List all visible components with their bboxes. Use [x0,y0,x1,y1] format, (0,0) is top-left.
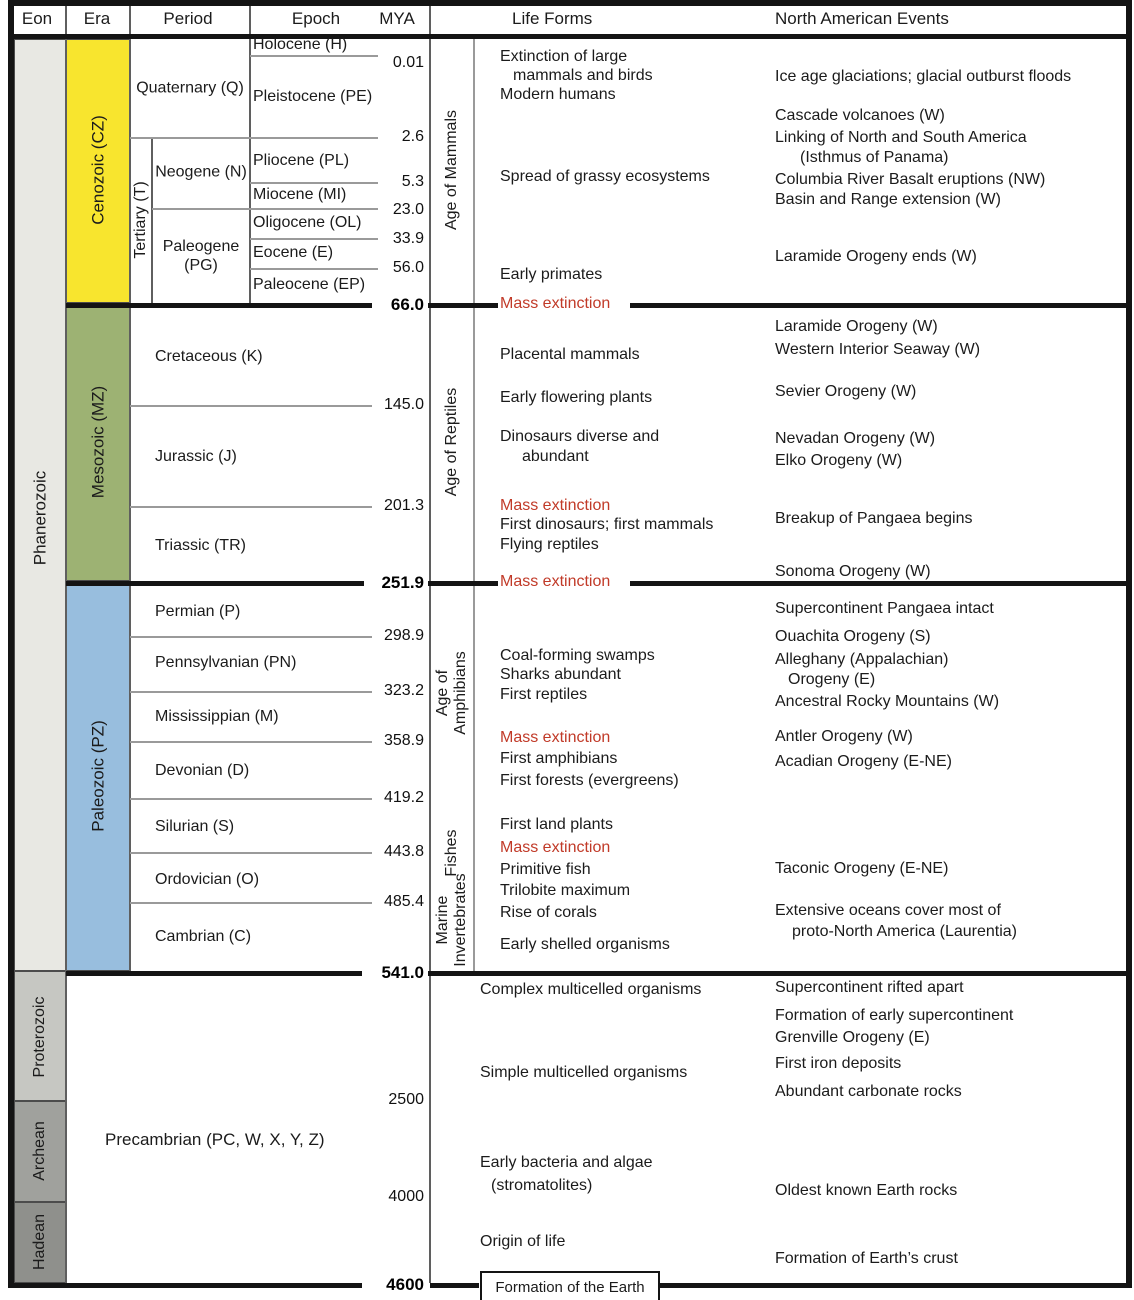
life-form-origin-of-life: Origin of life [480,1232,566,1250]
na-event-pangaea-intact: Supercontinent Pangaea intact [775,599,994,617]
life-form-complex-multi: Complex multicelled organisms [480,980,702,998]
life-form-coal-swamps: Coal-forming swamps [500,646,655,664]
na-event-taconic: Taconic Orogeny (E-NE) [775,859,949,877]
mass-extinction-66: Mass extinction [500,294,611,312]
life-form-extinction-large-1: Extinction of large [500,47,628,65]
boundary-line-ordovician [130,902,372,904]
na-event-ice-age: Ice age glaciations; glacial outburst floods [775,67,1072,85]
boundary-line-pliocene [250,182,378,184]
na-event-laramide-ends: Laramide Orogeny ends (W) [775,247,977,265]
header-life-forms: Life Forms [512,9,593,29]
na-event-sevier: Sevier Orogeny (W) [775,382,917,400]
na-event-linking-1: Linking of North and South America [775,128,1027,146]
period-silurian: Silurian (S) [155,817,235,835]
boundary-line-silurian [130,852,372,854]
epoch-oligocene: Oligocene (OL) [253,213,362,231]
era-label-paleozoic: Paleozoic (PZ) [88,720,108,832]
eon-label-phanerozoic: Phanerozoic [30,470,50,566]
mya-5-3: 5.3 [401,173,424,190]
divider-era-period [129,6,131,971]
na-event-oceans-2: proto-North America (Laurentia) [792,922,1017,940]
frame-top [8,0,1132,6]
mya-485-4: 485.4 [383,893,424,910]
mass-extinction-252: Mass extinction [500,572,611,590]
mya-23-0: 23.0 [392,201,424,218]
period-permian: Permian (P) [155,602,241,620]
boundary-line-neogene [152,208,378,210]
header-mya: MYA [379,8,415,28]
epoch-eocene: Eocene (E) [253,243,334,261]
era-label-tertiary: Tertiary (T) [132,181,150,259]
boundary-252-seg1 [66,581,364,586]
na-event-carbonate: Abundant carbonate rocks [775,1082,962,1100]
period-devonian: Devonian (D) [155,761,250,779]
mya-2-6: 2.6 [401,128,424,145]
age-label-marine [434,873,470,966]
life-form-trilobite: Trilobite maximum [500,881,631,899]
life-form-placental: Placental mammals [500,345,640,363]
era-label-cenozoic: Cenozoic (CZ) [88,115,108,225]
era-label-mesozoic: Mesozoic (MZ) [88,385,108,499]
life-form-extinction-large-2: mammals and birds [513,66,653,84]
period-precambrian: Precambrian (PC, W, X, Y, Z) [105,1130,325,1150]
na-event-antler: Antler Orogeny (W) [775,727,913,745]
mass-extinction-devonian: Mass extinction [500,728,611,746]
period-paleogene-text: Paleogene (PG) [162,237,240,274]
life-form-simple-multi: Simple multicelled organisms [480,1063,688,1081]
life-form-dinosaurs-2: abundant [522,447,589,465]
boundary-line-cretaceous [130,405,372,407]
na-event-linking-2: (Isthmus of Panama) [800,148,949,166]
formation-of-earth-box [480,1271,660,1300]
divider-eon-era [65,6,67,1283]
mya-541-0: 541.0 [381,963,424,982]
mya-358-9: 358.9 [383,732,424,749]
na-event-laramide: Laramide Orogeny (W) [775,317,938,335]
age-label-amphibians-line1: Age of [434,669,452,717]
na-event-ancestral-rockies: Ancestral Rocky Mountains (W) [775,692,1000,710]
eon-label-archean: Archean [31,1121,49,1181]
life-form-bacteria-1: Early bacteria and algae [480,1153,653,1171]
mya-419-2: 419.2 [383,789,424,806]
age-label-marine-line2: Invertebrates [452,873,469,967]
epoch-pleistocene: Pleistocene (PE) [253,87,373,105]
header-epoch: Epoch [291,8,341,28]
age-label-amphibians-line2: Amphibians [452,651,469,735]
na-event-rifted: Supercontinent rifted apart [775,978,964,996]
life-form-modern-humans: Modern humans [500,85,616,103]
na-event-basin-range: Basin and Range extension (W) [775,190,1001,208]
boundary-line-eocene [250,268,378,270]
boundary-4600-seg3 [657,1283,1126,1288]
na-event-acadian: Acadian Orogeny (E-NE) [775,752,952,770]
boundary-line-holocene [250,55,378,57]
na-event-oldest-rocks: Oldest known Earth rocks [775,1181,958,1199]
eon-label-hadean: Hadean [31,1213,49,1271]
mya-251-9: 251.9 [381,573,424,592]
period-neogene-text: Neogene (N) [155,163,247,181]
boundary-line-permian [130,636,372,638]
period-jurassic: Jurassic (J) [155,447,237,465]
age-label-amphibians [434,651,470,735]
mya-145-0: 145.0 [383,396,424,413]
boundary-line-mississippian [130,741,372,743]
life-form-first-reptiles: First reptiles [500,685,588,703]
period-pennsylvanian: Pennsylvanian (PN) [155,653,297,671]
period-ordovician: Ordovician (O) [155,870,260,888]
na-event-pangaea-breakup: Breakup of Pangaea begins [775,509,973,527]
mya-4600: 4600 [386,1275,424,1294]
life-form-bacteria-2: (stromatolites) [491,1176,593,1194]
boundary-line-devonian [130,798,372,800]
age-label-mammals: Age of Mammals [443,109,461,231]
mya-4000: 4000 [388,1188,424,1205]
boundary-4600-seg1 [8,1283,362,1288]
boundary-line-jurassic [130,506,372,508]
na-event-columbia: Columbia River Basalt eruptions (NW) [775,170,1046,188]
life-form-primitive-fish: Primitive fish [500,860,591,878]
boundary-252-seg3 [630,581,1126,586]
life-form-first-land-plants: First land plants [500,815,613,833]
boundary-541-seg1 [66,971,362,976]
boundary-252-seg2 [428,581,498,586]
age-label-reptiles: Age of Reptiles [443,387,461,497]
boundary-541-seg2 [428,971,1126,976]
life-form-first-amphibians: First amphibians [500,749,618,767]
life-form-first-dinosaurs: First dinosaurs; first mammals [500,515,714,533]
period-quaternary [135,78,245,97]
na-event-iron: First iron deposits [775,1054,902,1072]
life-form-shelled: Early shelled organisms [500,935,670,953]
boundary-line-quaternary [130,137,378,139]
mya-298-9: 298.9 [383,627,424,644]
mass-extinction-triassic: Mass extinction [500,496,611,514]
epoch-holocene: Holocene (H) [253,35,348,53]
mya-2500: 2500 [388,1091,424,1108]
boundary-66-seg2 [428,303,498,308]
na-event-oceans-1: Extensive oceans cover most of [775,901,1001,919]
life-form-sharks: Sharks abundant [500,665,621,683]
mya-66-0: 66.0 [390,295,424,314]
mya-201-3: 201.3 [383,497,424,514]
life-form-flowering: Early flowering plants [500,388,653,406]
boundary-line-pennsylvanian [130,691,372,693]
na-event-early-supercontinent: Formation of early supercontinent [775,1006,1014,1024]
na-event-ouachita: Ouachita Orogeny (S) [775,627,931,645]
na-event-alleghany-1: Alleghany (Appalachian) [775,650,949,668]
divider-age-labels [473,39,475,971]
epoch-miocene: Miocene (MI) [253,185,347,203]
life-form-grassy: Spread of grassy ecosystems [500,167,710,185]
age-label-marine-line1: Marine [434,895,452,945]
eon-label-proterozoic: Proterozoic [31,996,49,1078]
na-event-elko: Elko Orogeny (W) [775,451,903,469]
header-na-events: North American Events [775,9,949,29]
life-form-flying-reptiles: Flying reptiles [500,535,599,553]
life-form-early-primates: Early primates [500,265,603,283]
period-neogene [154,162,249,181]
life-form-corals: Rise of corals [500,903,597,921]
header-period: Period [163,8,213,28]
header-eon: Eon [21,8,53,28]
period-quaternary-text: Quaternary (Q) [136,79,244,97]
epoch-paleocene: Paleocene (EP) [253,275,366,293]
period-triassic: Triassic (TR) [155,536,246,554]
formation-of-earth-label: Formation of the Earth [495,1278,645,1296]
life-form-first-forests: First forests (evergreens) [500,771,679,789]
header-bottom-line [8,34,1126,39]
period-mississippian: Mississippian (M) [155,707,279,725]
period-cambrian: Cambrian (C) [155,927,252,945]
na-event-nevadan: Nevadan Orogeny (W) [775,429,936,447]
mass-extinction-ordovician: Mass extinction [500,838,611,856]
divider-mya-lifeforms [429,6,431,1283]
na-event-crust: Formation of Earth’s crust [775,1249,958,1267]
epoch-pliocene: Pliocene (PL) [253,151,350,169]
mya-33-9: 33.9 [392,230,424,247]
na-event-alleghany-2: Orogeny (E) [788,670,876,688]
mya-56-0: 56.0 [392,259,424,276]
frame-right [1126,0,1132,1288]
mya-323-2: 323.2 [383,682,424,699]
mya-443-8: 443.8 [383,843,424,860]
frame-left [8,0,14,1288]
boundary-line-oligocene [250,238,378,240]
boundary-4600-seg2 [430,1283,479,1288]
na-event-western-seaway: Western Interior Seaway (W) [775,340,981,358]
boundary-66-seg3 [630,303,1126,308]
mya-0-01: 0.01 [392,54,424,71]
period-paleogene [151,237,251,275]
na-event-cascade: Cascade volcanoes (W) [775,106,945,124]
header-era: Era [83,8,111,28]
na-event-sonoma: Sonoma Orogeny (W) [775,562,931,580]
age-label-fishes: Fishes [443,829,461,877]
boundary-66-seg1 [66,303,372,308]
life-form-dinosaurs-1: Dinosaurs diverse and [500,427,660,445]
period-cretaceous: Cretaceous (K) [155,347,263,365]
na-event-grenville: Grenville Orogeny (E) [775,1028,930,1046]
